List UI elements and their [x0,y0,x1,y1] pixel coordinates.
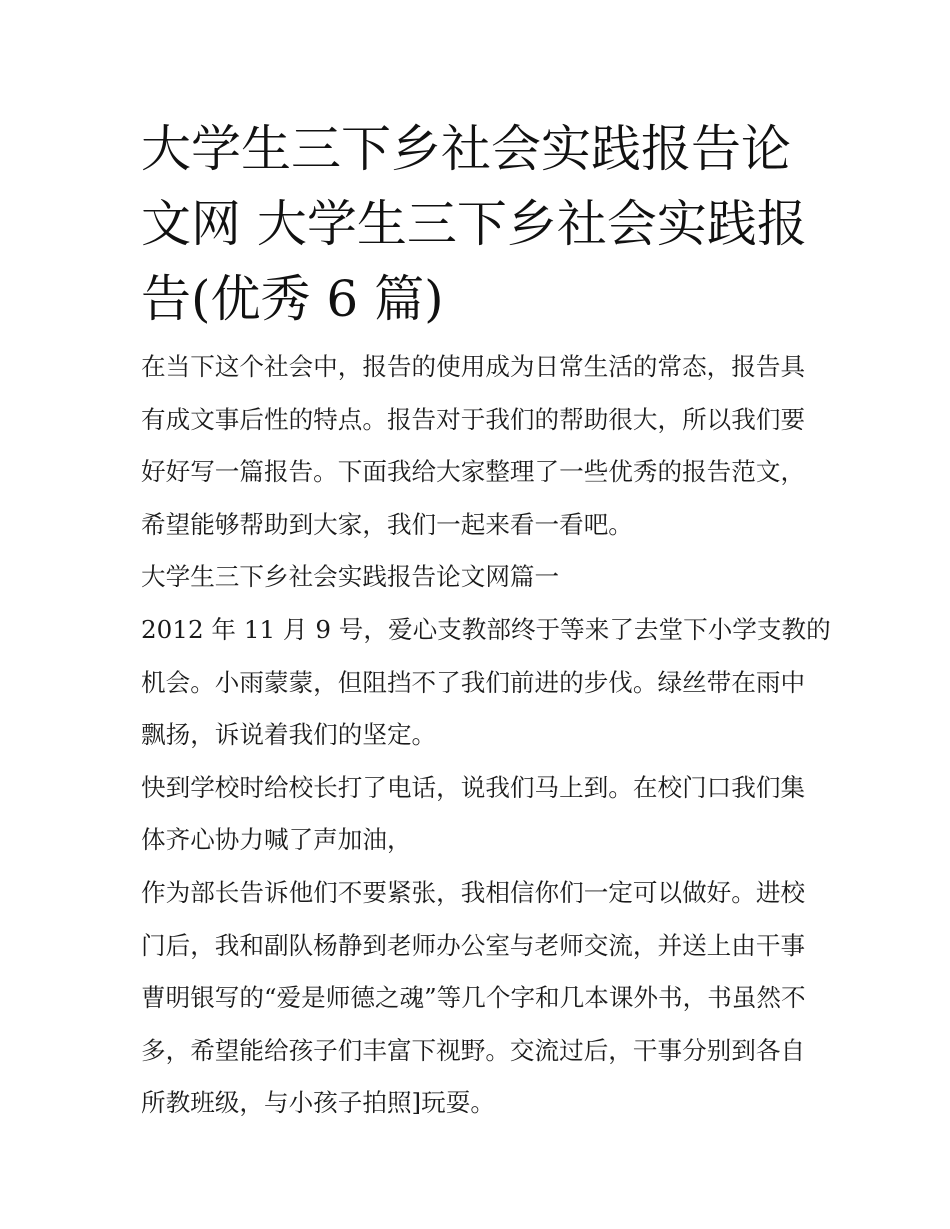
text-line: 作为部长告诉他们不要紧张，我相信你们一定可以做好。进校 [141,877,806,907]
text-line: 多，希望能给孩子们丰富下视野。交流过后，干事分别到各自 [141,1035,806,1065]
text-line: 所教班级，与小孩子拍照]玩耍。 [141,1088,495,1118]
intro-paragraph [141,341,813,551]
document-content [141,112,831,1130]
text-line: 曹明银写的“爱是师德之魂”等几个字和几本课外书，书虽然不 [141,983,806,1013]
text-line: 希望能够帮助到大家，我们一起来看一看吧。 [141,509,633,539]
title-line: 文网 大学生三下乡社会实践报 [141,195,807,253]
body-paragraph [141,604,831,762]
text-line: 门后，我和副队杨静到老师办公室与老师交流，并送上由干事 [141,930,806,960]
body-paragraph [141,867,813,1130]
title-line: 大学生三下乡社会实践报告论 [141,120,791,178]
text-line: 大学生三下乡社会实践报告论文网篇一 [141,562,560,592]
text-line: 飘扬，诉说着我们的坚定。 [141,720,437,750]
text-line: 机会。小雨蒙蒙，但阻挡不了我们前进的步伐。绿丝带在雨中 [141,667,806,697]
text-line: 2012 年 11 月 9 号，爱心支教部终于等来了去堂下小学支教的 [141,614,831,644]
title-line: 告(优秀 6 篇) [141,270,444,328]
text-line: 快到学校时给校长打了电话，说我们马上到。在校门口我们集 [141,772,806,802]
document-body [141,341,831,1130]
text-line: 有成文事后性的特点。报告对于我们的帮助很大，所以我们要 [141,404,806,434]
body-paragraph [141,762,813,867]
section-heading [141,551,813,604]
document-title [141,112,813,337]
text-line: 好好写一篇报告。下面我给大家整理了一些优秀的报告范文， [141,457,806,487]
text-line: 在当下这个社会中，报告的使用成为日常生活的常态，报告具 [141,352,806,381]
text-line: 体齐心协力喊了声加油， [141,825,412,855]
